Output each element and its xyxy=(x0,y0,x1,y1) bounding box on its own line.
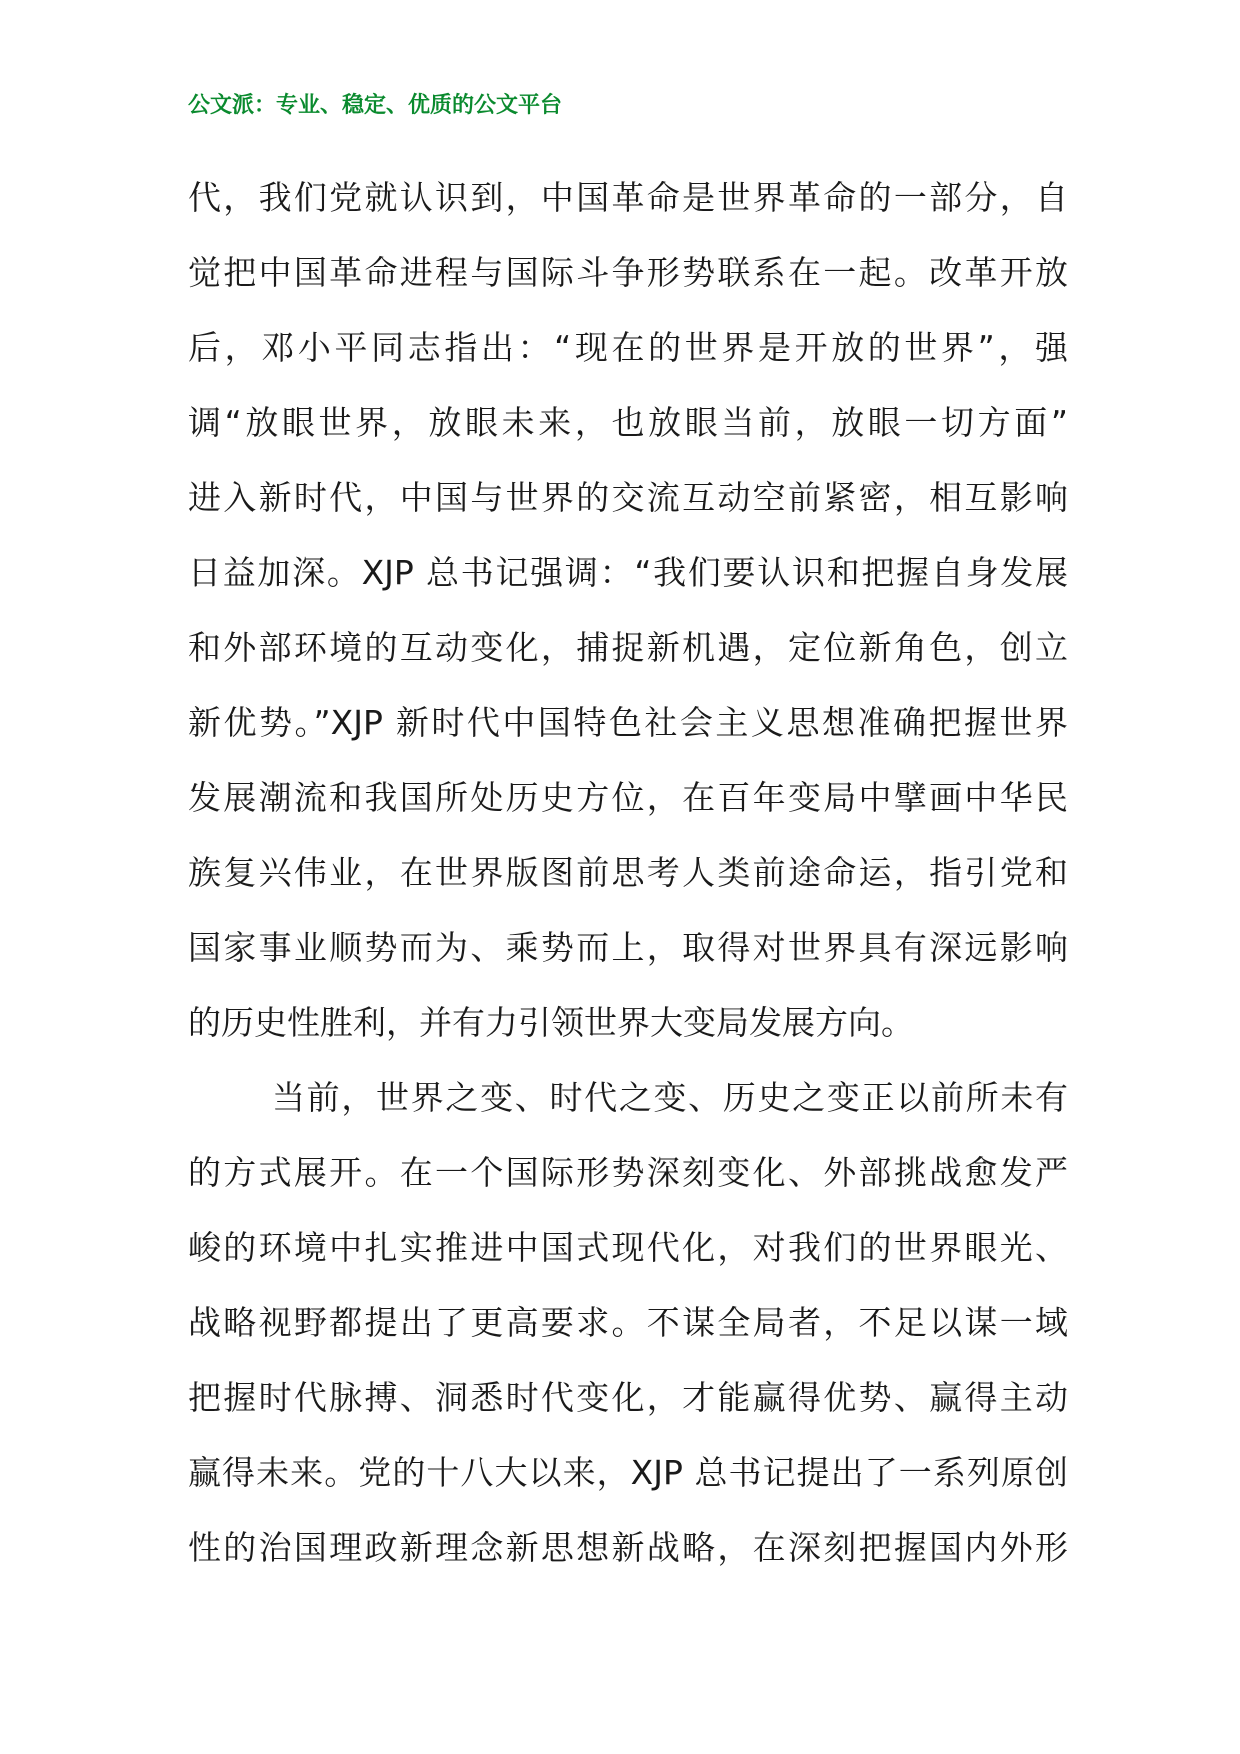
text-line: 新优势。”XJP 新时代中国特色社会主义思想准确把握世界 xyxy=(188,703,1068,742)
text-line: 性的治国理政新理念新思想新战略，在深刻把握国内外形 xyxy=(188,1528,1068,1567)
text-line: 战略视野都提出了更高要求。不谋全局者，不足以谋一域 xyxy=(188,1303,1068,1342)
paragraph xyxy=(188,160,1068,1060)
document-body xyxy=(188,160,1068,1585)
text-line: 发展潮流和我国所处历史方位，在百年变局中擘画中华民 xyxy=(188,778,1068,817)
text-line: 进入新时代，中国与世界的交流互动空前紧密，相互影响 xyxy=(188,478,1068,517)
paragraph xyxy=(188,1060,1068,1585)
text-line: 峻的环境中扎实推进中国式现代化，对我们的世界眼光、 xyxy=(188,1228,1068,1267)
text-line: 和外部环境的互动变化，捕捉新机遇，定位新角色，创立 xyxy=(188,628,1068,667)
text-line: 赢得未来。党的十八大以来，XJP 总书记提出了一系列原创 xyxy=(188,1453,1068,1492)
text-line: 后，邓小平同志指出：“现在的世界是开放的世界”，强 xyxy=(188,328,1068,367)
header-banner: 公文派：专业、稳定、优质的公文平台 xyxy=(188,93,563,118)
text-line: 把握时代脉搏、洞悉时代变化，才能赢得优势、赢得主动 xyxy=(188,1378,1068,1417)
text-line: 日益加深。XJP 总书记强调：“我们要认识和把握自身发展 xyxy=(188,553,1068,592)
text-line: 调“放眼世界，放眼未来，也放眼当前，放眼一切方面” xyxy=(188,403,1068,442)
text-line: 觉把中国革命进程与国际斗争形势联系在一起。改革开放 xyxy=(188,253,1068,292)
text-line: 族复兴伟业，在世界版图前思考人类前途命运，指引党和 xyxy=(188,853,1068,892)
text-line: 代，我们党就认识到，中国革命是世界革命的一部分，自 xyxy=(188,178,1068,217)
text-line: 的方式展开。在一个国际形势深刻变化、外部挑战愈发严 xyxy=(188,1153,1068,1192)
text-line: 当前，世界之变、时代之变、历史之变正以前所未有 xyxy=(272,1078,1068,1117)
text-line: 的历史性胜利，并有力引领世界大变局发展方向。 xyxy=(188,1003,914,1042)
text-line: 国家事业顺势而为、乘势而上，取得对世界具有深远影响 xyxy=(188,928,1068,967)
